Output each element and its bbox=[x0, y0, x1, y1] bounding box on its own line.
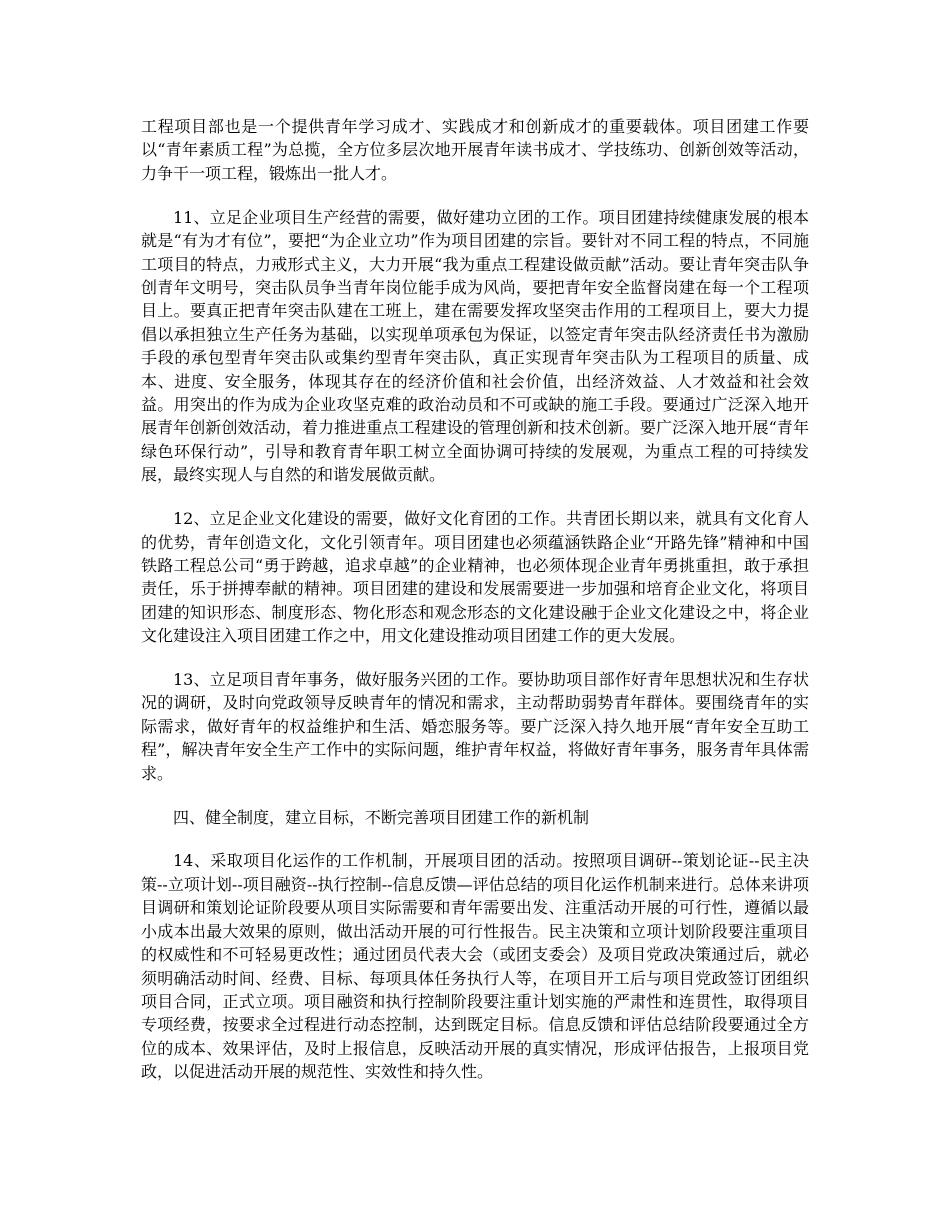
paragraph-item-12: 12、立足企业文化建设的需要，做好文化育团的工作。共青团长期以来，就具有文化育人的优势，青年创造文化，文化引领青年。项目团建也必须蕴涵铁路企业“开路先锋”精神和中国铁路工程总公司“勇于跨越，追求卓越”的企业精神，也必须体现企业青年勇挑重担，敢于承担责任，乐于拼搏奉献的精神。项目团建的建设和发展需要进一步加强和培育企业文化，将项目团建的知识形态、制度形态、物化形态和观念形态的文化建设融于企业文化建设之中，将企业文化建设注入项目团建工作之中，用文化建设推动项目团建工作的更大发展。 bbox=[141, 509, 809, 646]
paragraph-item-13: 13、立足项目青年事务，做好服务兴团的工作。要协助项目部作好青年思想状况和生存状况的调研，及时向党政领导反映青年的情况和需求，主动帮助弱势青年群体。要围绕青年的实际需求，做好青年的权益维护和生活、婚恋服务等。要广泛深入持久地开展“青年安全互助工程”，解决青年安全生产工作中的实际问题，维护青年权益，将做好青年事务，服务青年具体需求。 bbox=[141, 670, 809, 783]
paragraph-item-11: 11、立足企业项目生产经营的需要，做好建功立团的工作。项目团建持续健康发展的根本就是“有为才有位”，要把“为企业立功”作为项目团建的宗旨。要针对不同工程的特点，不同施工项目的特点，力戒形式主义，大力开展“我为重点工程建设做贡献”活动。要让青年突击队争创青年文明号，突击队员争当青年岗位能手成为风尚，要把青年安全监督岗建在每一个工程项目上。要真正把青年突击队建在工班上，建在需要发挥攻坚突击作用的工程项目上，要大力提倡以承担独立生产任务为基础，以实现单项承包为保证，以签定青年突击队经济责任书为激励手段的承包型青年突击队或集约型青年突击队，真正实现青年突击队为工程项目的质量、成本、进度、安全服务，体现其存在的经济价值和社会价值，出经济效益、人才效益和社会效益。用突出的作为成为企业攻坚克难的政治动员和不可或缺的施工手段。要通过广泛深入地开展青年创新创效活动，着力推进重点工程建设的管理创新和技术创新。要广泛深入地开展“青年绿色环保行动”，引导和教育青年职工树立全面协调可持续的发展观，为重点工程的可持续发展，最终实现人与自然的和谐发展做贡献。 bbox=[141, 207, 809, 485]
document-body bbox=[141, 115, 809, 1104]
paragraph-intro: 工程项目部也是一个提供青年学习成才、实践成才和创新成才的重要载体。项目团建工作要以“青年素质工程”为总揽，全方位多层次地开展青年读书成才、学技练功、创新创效等活动，力争干一项工程，锻炼出一批人才。 bbox=[141, 117, 809, 183]
section-heading-4: 四、健全制度，建立目标，不断完善项目团建工作的新机制 bbox=[173, 807, 590, 827]
paragraph-item-14: 14、采取项目化运作的工作机制，开展项目团的活动。按照项目调研--策划论证--民主决策--立项计划--项目融资--执行控制--信息反馈—评估总结的项目化运作机制来进行。总体来讲项目调研和策划论证阶段要从项目实际需要和青年需要出发、注重活动开展的可行性，遵循以最小成本出最大效果的原则，做出活动开展的可行性报告。民主决策和立项计划阶段要注重项目的权威性和不可轻易更改性；通过团员代表大会（或团支委会）及项目党政决策通过后，就必须明确活动时间、经费、目标、每项具体任务执行人等，在项目开工后与项目党政签订团组织项目合同，正式立项。项目融资和执行控制阶段要注重计划实施的严肃性和连贯性，取得项目专项经费，按要求全过程进行动态控制，达到既定目标。信息反馈和评估总结阶段要通过全方位的成本、效果评估，及时上报信息，反映活动开展的真实情况，形成评估报告，上报项目党政，以促进活动开展的规范性、实效性和持久性。 bbox=[141, 851, 809, 1082]
